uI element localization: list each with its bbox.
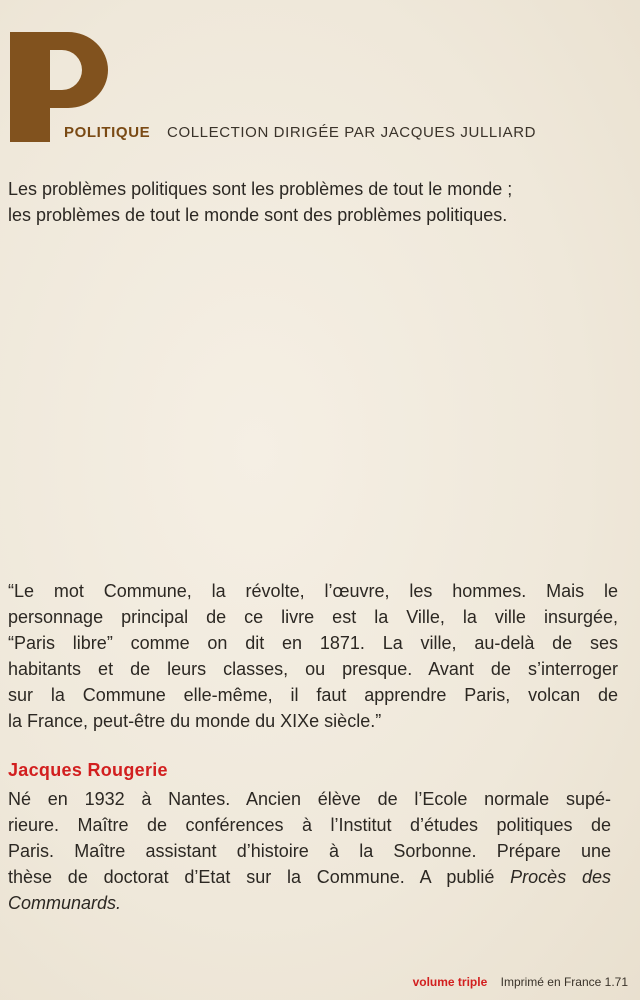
series-director: COLLECTION DIRIGÉE PAR JACQUES JULLIARD (167, 124, 537, 141)
motto-line: les problèmes de tout le monde sont des problèmes politiques. (8, 205, 508, 225)
book-title: Procès des (510, 867, 611, 887)
motto-line: Les problèmes politiques sont les problèmes de tout le monde ; (8, 179, 513, 199)
bio-line (8, 890, 611, 916)
quote-line: habitants et de leurs classes, ou presque. Avant de s’interroger (8, 659, 618, 679)
author-name: Jacques Rougerie (8, 760, 168, 780)
bio-line: Paris. Maître assistant d’histoire à la Sorbonne. Prépare une (8, 841, 611, 861)
footer-line (413, 975, 628, 989)
author-bio (8, 786, 611, 916)
series-name: POLITIQUE (64, 124, 151, 141)
quote-line: “Paris libre” comme on dit en 1871. La ville, au-delà de ses (8, 633, 618, 653)
series-header (64, 124, 624, 141)
quote-line: “Le mot Commune, la révolte, l’œuvre, les hommes. Mais le (8, 581, 618, 601)
bio-line (8, 864, 611, 890)
quote-line: sur la Commune elle-même, il faut apprendre Paris, volcan de (8, 685, 618, 705)
volume-label: volume triple (412, 975, 488, 989)
printed-in: Imprimé en France 1.71 (500, 975, 628, 989)
book-quote (8, 578, 618, 734)
series-motto (8, 176, 628, 228)
quote-line: personnage principal de ce livre est la Ville, la ville insurgée, (8, 607, 618, 627)
bio-line-text: thèse de doctorat d’Etat sur la Commune. A publié (8, 867, 495, 887)
quote-line: la France, peut-être du monde du XIXe siècle.” (8, 711, 382, 731)
bio-line: rieure. Maître de conférences à l’Institut d’études politiques de (8, 815, 611, 835)
book-title-continued: Communards. (8, 893, 122, 913)
bio-line: Né en 1932 à Nantes. Ancien élève de l’Ecole normale supé- (8, 789, 611, 809)
